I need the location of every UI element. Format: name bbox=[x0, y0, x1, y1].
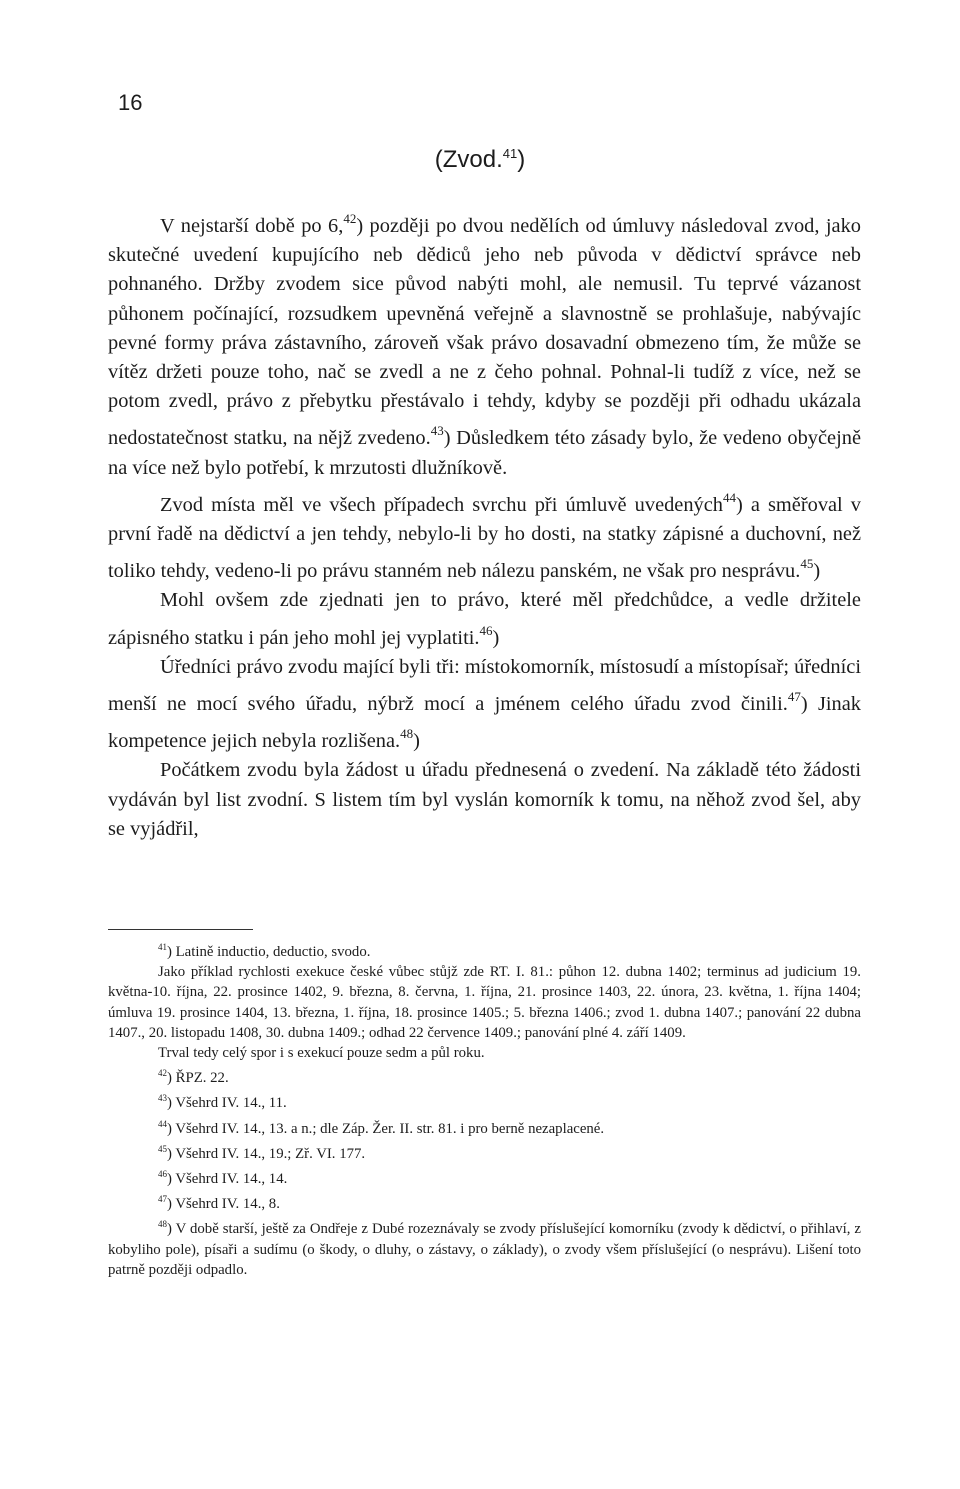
text-run: ) bbox=[813, 560, 821, 583]
text-run: ) Všehrd IV. 14., 14. bbox=[167, 1171, 288, 1188]
footnote bbox=[108, 1063, 861, 1088]
footnote-ref: 42 bbox=[158, 1068, 167, 1079]
footnote-ref: 45 bbox=[800, 556, 814, 572]
footnote-ref: 43 bbox=[158, 1093, 167, 1104]
footnote bbox=[108, 1189, 861, 1214]
text-run: ) Latině inductio, deductio, svodo. bbox=[167, 944, 371, 960]
footnote bbox=[108, 962, 861, 1043]
page-number: 16 bbox=[118, 90, 143, 115]
footnote bbox=[108, 1114, 861, 1139]
text-run: ) Důsledkem této zásady bylo, že vedeno obyčejně na více než bylo potřebí, k mrzutosti dlužníkově. bbox=[108, 427, 861, 479]
section-heading-title: (Zvod. bbox=[434, 146, 503, 173]
footnote bbox=[108, 1088, 861, 1113]
section-heading-close: ) bbox=[517, 146, 526, 173]
section-heading bbox=[0, 146, 960, 174]
footnote-ref: 47 bbox=[787, 689, 801, 705]
text-run: ) Všehrd IV. 14., 19.; Zř. VI. 177. bbox=[167, 1145, 366, 1162]
paragraph bbox=[108, 483, 861, 587]
text-run: Trval tedy celý spor i s exekucí pouze sedm a půl roku. bbox=[158, 1045, 485, 1062]
footnote-ref: 44 bbox=[158, 1118, 167, 1129]
footnote-ref: 45 bbox=[158, 1143, 167, 1154]
text-run: ) ŘPZ. 22. bbox=[167, 1070, 229, 1087]
footnote-ref: 48 bbox=[158, 1219, 167, 1230]
footnote bbox=[108, 1043, 861, 1063]
text-run: ) Všehrd IV. 14., 11. bbox=[167, 1095, 287, 1112]
text-run: ) později po dvou nedělích od úmluvy následoval zvod, jako skutečné uvedení kupujícího neb dědiců jeho neb původa v dědictví správce neb pohnaného. Držby zvodem sice původ nabýti mohl, ale nemusil. Tu teprvé vázanost půhonem počínající, rozsudkem upevněná veřejně a slavnostně se prohlašuje, nabývajíc pevné formy práva zástavního, zároveň však právo dosavadní obmezeno tím, že může se vítěz držeti pouze toho, nač se zvedl a ne z čeho pohnal. Pohnal-li tudíž z více, než se potom zvedl, právo z přebytku přestávalo i tehdy, kdyby se později při odhadu ukázala nedostatečnost statku, na nějž zvedeno. bbox=[108, 215, 861, 450]
footnote-ref: 41 bbox=[158, 942, 167, 952]
text-run: Počátkem zvodu byla žádost u úřadu přednesená o zvedení. Na základě této žádosti vydáván byl list zvodní. S listem tím byl vyslán komorník k tomu, na něhož zvod šel, aby se vyjádřil, bbox=[108, 759, 861, 840]
text-run: Mohl ovšem zde zjednati jen to právo, které měl předchůdce, a vedle držitele zápisného statku i pán jeho mohl jej vyplatiti. bbox=[108, 589, 861, 649]
footnote bbox=[108, 1139, 861, 1164]
text-run: ) Všehrd IV. 14., 13. a n.; dle Záp. Žer. II. str. 81. i pro berně nezaplacené. bbox=[167, 1120, 605, 1137]
text-run: ) a směřoval v první řadě na dědictví a jen tehdy, nebylo-li by ho dosti, na statky zápisné a duchovní, než toliko tehdy, vedeno-li po právu stanném neb nálezu panském, ne však pro nesprávu. bbox=[108, 493, 861, 583]
footnote-ref: 44 bbox=[723, 489, 736, 505]
footnote-ref: 48 bbox=[400, 726, 414, 742]
footnote-ref: 42 bbox=[343, 211, 357, 226]
footnotes bbox=[108, 937, 861, 1280]
text-run: ) Jinak kompetence jejich nebyla rozlišena. bbox=[108, 693, 861, 753]
paragraph bbox=[108, 204, 861, 483]
text-run: ) bbox=[492, 626, 500, 649]
footnote bbox=[108, 1164, 861, 1189]
text-run: Jako příklad rychlosti exekuce české vůbec stůjž zde RT. I. 81.: půhon 12. dubna 1402; terminus ad judicium 19. května-10. října, 22. prosince 1402, 9. března, 8. června, 1. října, 21. prosince 1403, 22. února, 23. května, 1. října 1404; úmluva 19. prosince 1404, 13. března, 1. října, 18. prosince 1405.; 5. března 1406.; zvod 1. dubna 1407.; panování 22 dubna 1407., 20. listopadu 1408, 30. dubna 1409.; odhad 22 července 1409.; panování plné 4. září 1409. bbox=[108, 964, 861, 1041]
text-run: Zvod místa měl ve všech případech svrchu při úmluvě uvedených bbox=[160, 493, 723, 516]
text-run: ) Všehrd IV. 14., 8. bbox=[167, 1196, 280, 1213]
footnote-ref: 46 bbox=[479, 622, 493, 638]
text-run: ) bbox=[413, 730, 420, 753]
text-run: V nejstarší době po 6, bbox=[160, 215, 344, 237]
footnote bbox=[108, 937, 861, 962]
paragraph bbox=[108, 756, 861, 844]
footnote-ref: 47 bbox=[158, 1194, 167, 1205]
footnote bbox=[108, 1214, 861, 1280]
footnote-ref: 41 bbox=[502, 146, 518, 161]
text-run: Úředníci právo zvodu mající byli tři: místokomorník, místosudí a místopísař; úředníci menší ne mocí svého úřadu, nýbrž mocí a jménem celého úřadu zvod činili. bbox=[108, 655, 861, 716]
text-run: ) V době starší, ještě za Ondřeje z Dubé rozeznávaly se zvody příslušející komorníku (zvody k dědictví, o přihlaví, z kobyliho pole), písaři a sudímu (o škody, o dluhy, o zástavy, o základy), o zvody všem příslušející (o nesprávu). Lišení toto patrně později odpadlo. bbox=[108, 1221, 861, 1278]
footnote-ref: 43 bbox=[430, 423, 444, 439]
paragraph bbox=[108, 586, 861, 652]
footnote-separator bbox=[108, 929, 253, 930]
footnote-ref: 46 bbox=[158, 1169, 167, 1180]
body-text bbox=[108, 204, 861, 844]
paragraph bbox=[108, 653, 861, 757]
